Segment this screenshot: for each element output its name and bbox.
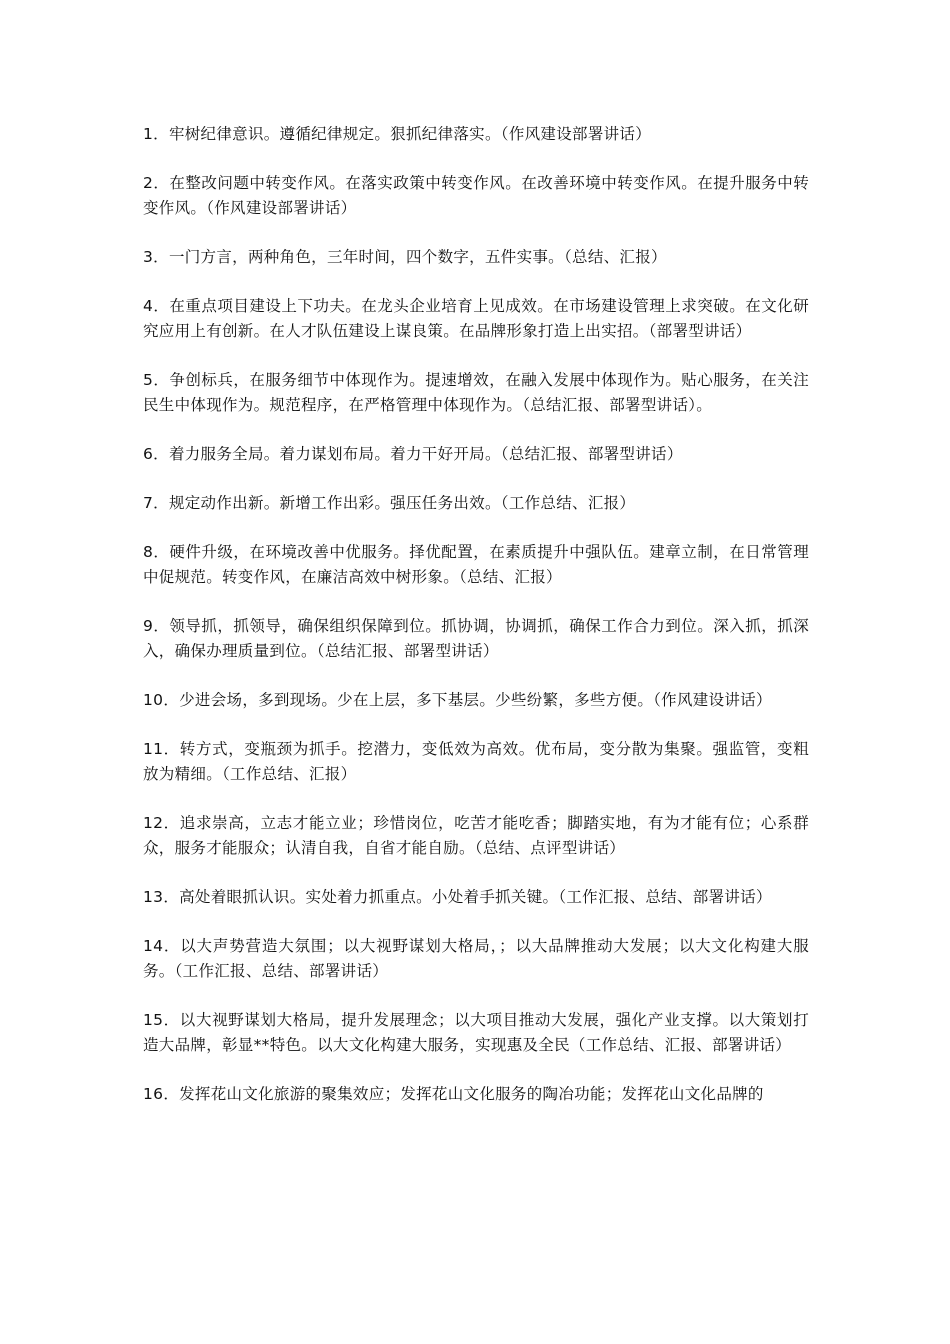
paragraph-14: 14．以大声势营造大氛围；以大视野谋划大格局，；以大品牌推动大发展；以大文化构建大服务。（工作汇报、总结、部署讲话） <box>143 937 809 980</box>
paragraph-2: 2．在整改问题中转变作风。在落实政策中转变作风。在改善环境中转变作风。在提升服务中转变作风。（作风建设部署讲话） <box>143 174 809 217</box>
paragraph-11: 11．转方式，变瓶颈为抓手。挖潜力，变低效为高效。优布局，变分散为集聚。强监管，变粗放为精细。（工作总结、汇报） <box>143 740 809 783</box>
paragraph-15: 15．以大视野谋划大格局，提升发展理念；以大项目推动大发展，强化产业支撑。以大策划打造大品牌，彰显**特色。以大文化构建大服务，实现惠及全民（工作总结、汇报、部署讲话） <box>143 1011 809 1054</box>
paragraph-10: 10．少进会场，多到现场。少在上层，多下基层。少些纷繁，多些方便。（作风建设讲话） <box>143 691 772 709</box>
paragraph-4: 4．在重点项目建设上下功夫。在龙头企业培育上见成效。在市场建设管理上求突破。在文化研究应用上有创新。在人才队伍建设上谋良策。在品牌形象打造上出实招。（部署型讲话） <box>143 297 809 340</box>
paragraph-16: 16．发挥花山文化旅游的聚集效应；发挥花山文化服务的陶冶功能；发挥花山文化品牌的 <box>143 1085 764 1103</box>
paragraph-8: 8．硬件升级，在环境改善中优服务。择优配置，在素质提升中强队伍。建章立制，在日常管理中促规范。转变作风，在廉洁高效中树形象。（总结、汇报） <box>143 543 809 586</box>
paragraph-5: 5．争创标兵，在服务细节中体现作为。提速增效，在融入发展中体现作为。贴心服务，在关注民生中体现作为。规范程序，在严格管理中体现作为。（总结汇报、部署型讲话）。 <box>143 371 809 414</box>
paragraph-1: 1．牢树纪律意识。遵循纪律规定。狠抓纪律落实。（作风建设部署讲话） <box>143 125 652 143</box>
paragraph-12: 12．追求崇高，立志才能立业；珍惜岗位，吃苦才能吃香；脚踏实地，有为才能有位；心系群众，服务才能服众；认清自我，自省才能自励。（总结、点评型讲话） <box>143 814 809 857</box>
paragraph-3: 3．一门方言，两种角色，三年时间，四个数字，五件实事。（总结、汇报） <box>143 248 667 266</box>
paragraph-13: 13．高处着眼抓认识。实处着力抓重点。小处着手抓关键。（工作汇报、总结、部署讲话） <box>143 888 772 906</box>
document-body <box>143 122 809 1131</box>
paragraph-9: 9．领导抓，抓领导，确保组织保障到位。抓协调，协调抓，确保工作合力到位。深入抓，抓深入，确保办理质量到位。（总结汇报、部署型讲话） <box>143 617 809 660</box>
paragraph-7: 7．规定动作出新。新增工作出彩。强压任务出效。（工作总结、汇报） <box>143 494 636 512</box>
paragraph-6: 6．着力服务全局。着力谋划布局。着力干好开局。（总结汇报、部署型讲话） <box>143 445 683 463</box>
